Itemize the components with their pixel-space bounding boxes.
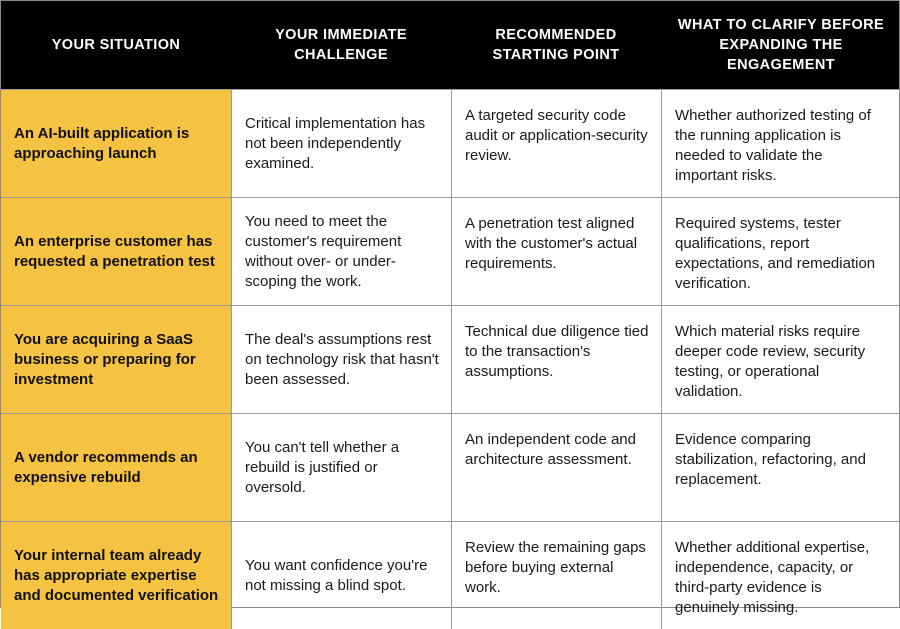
header-challenge: YOUR IMMEDIATE CHALLENGE xyxy=(275,27,407,63)
clarify-cell: Whether additional expertise, independence, capacity, or third-party evidence is genuinely missing. xyxy=(661,522,900,629)
challenge-cell: The deal's assumptions rest on technology risk that hasn't been assessed. xyxy=(231,306,451,413)
challenge-cell: Critical implementation has not been independently examined. xyxy=(231,90,451,197)
clarify-cell: Required systems, tester qualifications, report expectations, and remediation verification. xyxy=(661,198,900,305)
clarify-cell: Evidence comparing stabilization, refactoring, and replacement. xyxy=(661,414,900,521)
table-header xyxy=(1,1,899,89)
table-row xyxy=(1,413,899,521)
situation-cell: You are acquiring a SaaS business or preparing for investment xyxy=(1,306,231,413)
situation-cell: An enterprise customer has requested a penetration test xyxy=(1,198,231,305)
header-clarify: WHAT TO CLARIFY BEFORE EXPANDING THE ENGAGEMENT xyxy=(677,17,885,73)
challenge-cell: You need to meet the customer's requirement without over- or under-scoping the work. xyxy=(231,198,451,305)
clarify-cell: Whether authorized testing of the running application is needed to validate the important risks. xyxy=(661,90,900,197)
clarify-cell: Which material risks require deeper code review, security testing, or operational validation. xyxy=(661,306,900,413)
starting-point-cell: A penetration test aligned with the customer's actual requirements. xyxy=(451,198,661,305)
situation-cell: Your internal team already has appropriate expertise and documented verification xyxy=(1,522,231,629)
header-situation: YOUR SITUATION xyxy=(51,37,181,53)
starting-point-cell: An independent code and architecture assessment. xyxy=(451,414,661,521)
starting-point-cell: Review the remaining gaps before buying external work. xyxy=(451,522,661,629)
situation-cell: An AI-built application is approaching launch xyxy=(1,90,231,197)
starting-point-cell: A targeted security code audit or application-security review. xyxy=(451,90,661,197)
table-row xyxy=(1,197,899,305)
header-starting-point: RECOMMENDED STARTING POINT xyxy=(492,27,620,63)
challenge-cell: You want confidence you're not missing a blind spot. xyxy=(231,522,451,629)
table-row xyxy=(1,521,899,629)
starting-point-cell: Technical due diligence tied to the transaction's assumptions. xyxy=(451,306,661,413)
table-row xyxy=(1,89,899,197)
table-row xyxy=(1,305,899,413)
challenge-cell: You can't tell whether a rebuild is justified or oversold. xyxy=(231,414,451,521)
situation-cell: A vendor recommends an expensive rebuild xyxy=(1,414,231,521)
